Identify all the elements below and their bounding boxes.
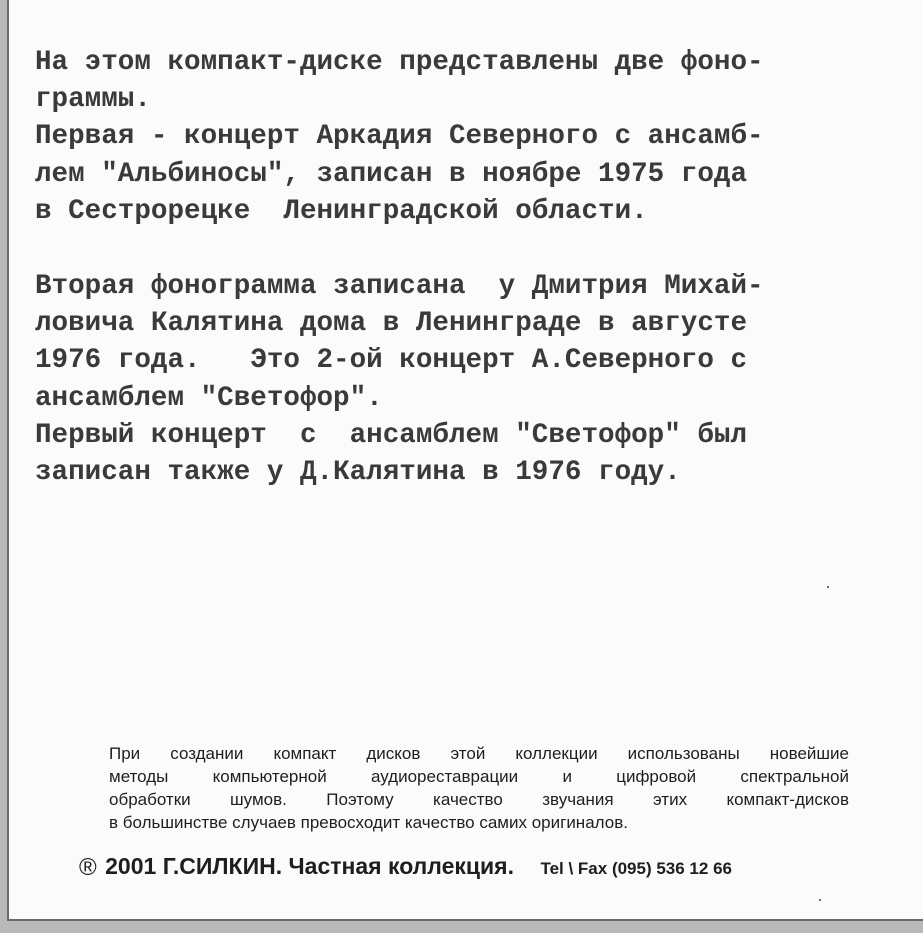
text-line: На этом компакт-диске представлены две фоно- [35,47,764,78]
text-line: 1976 года. Это 2-ой концерт А.Северного с [35,345,748,377]
text-line: граммы. [35,84,151,116]
restoration-note [109,742,849,834]
registered-icon: ® [79,854,97,881]
note-line: методы компьютерной аудиореставрации и цифровой спектральной [109,767,849,786]
note-line: в большинстве случаев превосходит качество самих оригиналов. [109,813,628,832]
cd-insert-page [7,0,923,921]
text-line: записан также у Д.Калятина в 1976 году. [35,456,681,488]
liner-notes-text [35,44,915,491]
note-line: При создании компакт дисков этой коллекции использованы новейшие [109,744,849,763]
text-line: в Сестрорецке Ленинградской области. [35,195,648,227]
text-line: Первый концерт с ансамблем "Светофор" был [35,419,748,451]
scan-speck [827,586,829,588]
text-line: Первая - концерт Аркадия Северного с ансамб- [35,121,764,153]
note-line: обработки шумов. Поэтому качество звучания этих компакт-дисков [109,790,849,809]
text-line: лем "Альбиносы", записан в ноябре 1975 года [35,158,748,190]
contact-phone: Tel \ Fax (095) 536 12 66 [540,859,732,878]
text-line: ансамблем "Светофор". [35,382,383,414]
text-line: ловича Калятина дома в Ленинграде в августе [35,308,748,340]
text-line: Вторая фонограмма записана у Дмитрия Михай- [35,270,764,302]
paragraph-gap [35,230,915,268]
scan-speck [819,899,821,901]
copyright-text: 2001 Г.СИЛКИН. Частная коллекция. [105,853,514,879]
copyright-line [79,853,732,882]
